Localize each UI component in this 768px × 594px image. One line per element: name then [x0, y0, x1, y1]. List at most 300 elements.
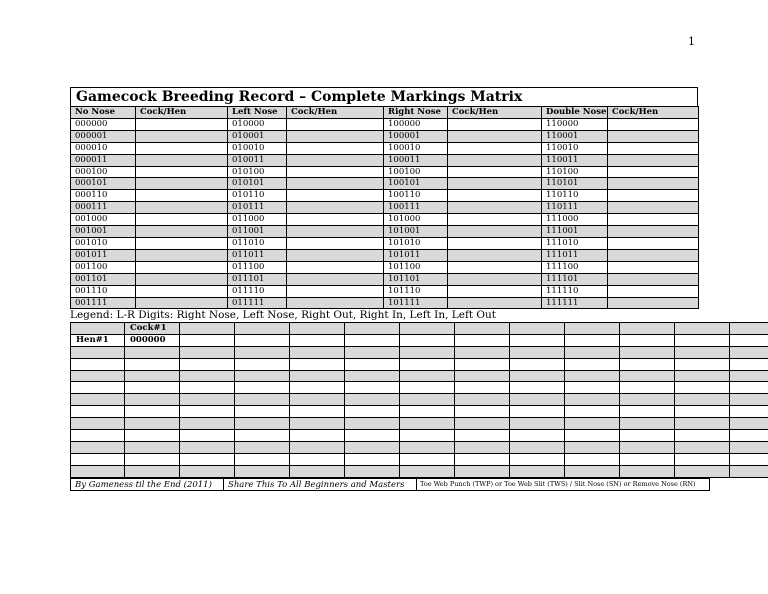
marking-code: 110001: [542, 130, 608, 142]
grid-cell[interactable]: [290, 358, 345, 370]
grid-cell[interactable]: [290, 406, 345, 418]
grid-cell[interactable]: [620, 334, 675, 346]
breeding-grid-table: [70, 322, 768, 478]
grid-cell[interactable]: [730, 370, 768, 382]
marking-code: 001111: [71, 297, 136, 309]
grid-cell[interactable]: [180, 370, 235, 382]
cock-hen-entry[interactable]: [448, 237, 542, 249]
cock-hen-entry[interactable]: [448, 130, 542, 142]
matrix-row: [71, 118, 699, 130]
grid-cell[interactable]: [71, 382, 125, 394]
grid-cell[interactable]: [235, 370, 290, 382]
marking-code: 111100: [542, 261, 608, 273]
grid-cell[interactable]: [565, 406, 620, 418]
grid-cell[interactable]: [675, 370, 730, 382]
grid-cell[interactable]: [620, 418, 675, 430]
grid-cell[interactable]: [125, 430, 180, 442]
grid-cell[interactable]: [125, 441, 180, 453]
grid-cell[interactable]: [730, 382, 768, 394]
matrix-header-row: [71, 107, 699, 119]
cock-hen-entry[interactable]: [608, 166, 699, 178]
marking-code: 000111: [71, 202, 136, 214]
grid-cell[interactable]: [620, 406, 675, 418]
marking-code: 011011: [228, 249, 287, 261]
cock-hen-entry[interactable]: [136, 142, 228, 154]
cock-hen-entry[interactable]: [448, 297, 542, 309]
grid-cell[interactable]: [400, 358, 455, 370]
cock-hen-entry[interactable]: [448, 154, 542, 166]
cock-hen-entry[interactable]: [136, 273, 228, 285]
grid-cell[interactable]: [345, 418, 400, 430]
header-cock-hen: Cock/Hen: [136, 107, 228, 119]
grid-cell[interactable]: [290, 382, 345, 394]
grid-cell[interactable]: [180, 346, 235, 358]
grid-cell[interactable]: [400, 430, 455, 442]
grid-cell[interactable]: [565, 430, 620, 442]
grid-cell[interactable]: [675, 323, 730, 335]
marking-code: 111110: [542, 285, 608, 297]
grid-cell[interactable]: [71, 441, 125, 453]
grid-cell[interactable]: [510, 346, 565, 358]
cock-hen-entry[interactable]: [448, 285, 542, 297]
grid-cell[interactable]: [180, 441, 235, 453]
grid-cell[interactable]: [235, 406, 290, 418]
cock-hen-entry[interactable]: [608, 190, 699, 202]
grid-cell[interactable]: [125, 465, 180, 477]
matrix-row: [71, 285, 699, 297]
grid-cell[interactable]: [345, 382, 400, 394]
grid-cell[interactable]: [235, 441, 290, 453]
grid-cell[interactable]: [400, 323, 455, 335]
grid-row: [71, 406, 768, 418]
grid-cell[interactable]: [125, 346, 180, 358]
grid-row: [71, 465, 768, 477]
cock-hen-entry[interactable]: [287, 190, 384, 202]
cock-hen-entry[interactable]: [608, 261, 699, 273]
cock-hen-entry[interactable]: [136, 154, 228, 166]
cock-hen-entry[interactable]: [287, 273, 384, 285]
grid-cell[interactable]: [290, 418, 345, 430]
marking-code: 100101: [384, 178, 448, 190]
cock-hen-entry[interactable]: [608, 202, 699, 214]
cock-hen-entry[interactable]: [448, 214, 542, 226]
grid-cell[interactable]: [235, 430, 290, 442]
grid-cell[interactable]: [455, 334, 510, 346]
cock-hen-entry[interactable]: [136, 261, 228, 273]
grid-cell[interactable]: [675, 453, 730, 465]
grid-cell[interactable]: [71, 346, 125, 358]
grid-cell[interactable]: [180, 334, 235, 346]
marking-code: 010100: [228, 166, 287, 178]
grid-cell[interactable]: [235, 382, 290, 394]
grid-cell[interactable]: [455, 323, 510, 335]
grid-cell[interactable]: [71, 430, 125, 442]
grid-cell[interactable]: [400, 382, 455, 394]
cock-hen-entry[interactable]: [136, 118, 228, 130]
grid-cell[interactable]: [235, 465, 290, 477]
grid-cell[interactable]: [71, 406, 125, 418]
marking-code: 101010: [384, 237, 448, 249]
grid-cell[interactable]: [675, 465, 730, 477]
cock-hen-entry[interactable]: [287, 202, 384, 214]
marking-code: 001110: [71, 285, 136, 297]
cock-hen-entry[interactable]: [136, 130, 228, 142]
grid-cell[interactable]: [290, 334, 345, 346]
marking-code: 111101: [542, 273, 608, 285]
grid-cell[interactable]: [400, 370, 455, 382]
grid-cell[interactable]: [345, 370, 400, 382]
grid-cell[interactable]: [125, 406, 180, 418]
cock-hen-entry[interactable]: [287, 166, 384, 178]
marking-code: 100010: [384, 142, 448, 154]
matrix-row: [71, 130, 699, 142]
cock-hen-entry[interactable]: [608, 237, 699, 249]
grid-cell[interactable]: [455, 406, 510, 418]
header-no-nose: No Nose: [71, 107, 136, 119]
grid-cell[interactable]: [345, 430, 400, 442]
cock-hen-entry[interactable]: [136, 249, 228, 261]
grid-cell[interactable]: [730, 394, 768, 406]
grid-cell[interactable]: [620, 441, 675, 453]
grid-cell[interactable]: [730, 465, 768, 477]
cock-hen-entry[interactable]: [136, 214, 228, 226]
matrix-row: [71, 249, 699, 261]
marking-code: 111010: [542, 237, 608, 249]
grid-cell[interactable]: [675, 358, 730, 370]
grid-cell[interactable]: [400, 453, 455, 465]
cock-hen-entry[interactable]: [448, 249, 542, 261]
grid-cell[interactable]: [675, 334, 730, 346]
grid-cell[interactable]: [510, 441, 565, 453]
marking-code: 110100: [542, 166, 608, 178]
grid-cell[interactable]: [345, 394, 400, 406]
grid-cell[interactable]: [675, 441, 730, 453]
grid-cell[interactable]: [730, 406, 768, 418]
grid-cell[interactable]: [565, 382, 620, 394]
marking-code: 111000: [542, 214, 608, 226]
grid-cell[interactable]: [180, 465, 235, 477]
cock-hen-entry[interactable]: [287, 261, 384, 273]
matrix-row: [71, 297, 699, 309]
grid-row: [71, 323, 768, 335]
grid-cell[interactable]: [510, 430, 565, 442]
grid-cell[interactable]: [400, 406, 455, 418]
grid-cell[interactable]: [71, 370, 125, 382]
marking-code: 011111: [228, 297, 287, 309]
grid-cell[interactable]: [620, 430, 675, 442]
grid-cell[interactable]: [125, 370, 180, 382]
grid-body: [71, 323, 768, 478]
grid-cell[interactable]: [235, 418, 290, 430]
marking-code: 101011: [384, 249, 448, 261]
grid-cell[interactable]: [180, 406, 235, 418]
grid-cell[interactable]: [455, 430, 510, 442]
cock-hen-entry[interactable]: [448, 178, 542, 190]
cock-hen-entry[interactable]: [287, 154, 384, 166]
grid-cell[interactable]: [455, 441, 510, 453]
marking-code: 100111: [384, 202, 448, 214]
grid-cell[interactable]: [180, 323, 235, 335]
cock-hen-entry[interactable]: [448, 118, 542, 130]
grid-cell[interactable]: [235, 358, 290, 370]
grid-cell[interactable]: [290, 453, 345, 465]
cock-hen-entry[interactable]: [136, 285, 228, 297]
cock-hen-entry[interactable]: [448, 273, 542, 285]
grid-cell[interactable]: [510, 418, 565, 430]
grid-row: [71, 430, 768, 442]
grid-cell[interactable]: [620, 394, 675, 406]
marking-code: 010111: [228, 202, 287, 214]
cock-hen-entry[interactable]: [608, 142, 699, 154]
grid-cell[interactable]: [71, 418, 125, 430]
matrix-row: [71, 142, 699, 154]
marking-code: 110111: [542, 202, 608, 214]
grid-cell[interactable]: [400, 465, 455, 477]
grid-cell[interactable]: [565, 334, 620, 346]
grid-cell[interactable]: [180, 358, 235, 370]
marking-code: 000110: [71, 190, 136, 202]
grid-cell[interactable]: [290, 346, 345, 358]
page-title: Gamecock Breeding Record – Complete Markings Matrix: [70, 87, 698, 106]
grid-cell[interactable]: [125, 394, 180, 406]
hen-label: Hen#1: [71, 334, 125, 346]
grid-cell[interactable]: [455, 394, 510, 406]
grid-cell[interactable]: [290, 430, 345, 442]
grid-cell[interactable]: [125, 382, 180, 394]
marking-code: 000100: [71, 166, 136, 178]
grid-cell[interactable]: [235, 323, 290, 335]
grid-cell[interactable]: [510, 394, 565, 406]
marking-code: 110011: [542, 154, 608, 166]
grid-cell[interactable]: [180, 418, 235, 430]
cock-hen-entry[interactable]: [448, 226, 542, 238]
grid-cell[interactable]: [400, 418, 455, 430]
grid-cell[interactable]: [125, 358, 180, 370]
grid-cell[interactable]: [71, 394, 125, 406]
grid-cell[interactable]: [675, 382, 730, 394]
cock-hen-entry[interactable]: [287, 142, 384, 154]
grid-cell[interactable]: [675, 394, 730, 406]
grid-cell[interactable]: [455, 453, 510, 465]
grid-cell[interactable]: [180, 430, 235, 442]
footer: [70, 478, 710, 491]
cock-hen-entry[interactable]: [136, 178, 228, 190]
cock-hen-entry[interactable]: [448, 166, 542, 178]
cock-hen-entry[interactable]: [608, 214, 699, 226]
grid-row: [71, 370, 768, 382]
grid-cell[interactable]: [620, 358, 675, 370]
grid-cell[interactable]: [730, 346, 768, 358]
grid-cell[interactable]: [180, 453, 235, 465]
cock-hen-entry[interactable]: [136, 202, 228, 214]
grid-cell[interactable]: [510, 453, 565, 465]
marking-code: 101111: [384, 297, 448, 309]
grid-cell[interactable]: [510, 323, 565, 335]
cock-hen-entry[interactable]: [287, 130, 384, 142]
grid-cell[interactable]: [455, 465, 510, 477]
cock-hen-entry[interactable]: [608, 273, 699, 285]
grid-cell[interactable]: [730, 323, 768, 335]
grid-cell[interactable]: [510, 406, 565, 418]
grid-cell[interactable]: [345, 323, 400, 335]
cock-hen-entry[interactable]: [448, 261, 542, 273]
cock-hen-entry[interactable]: [608, 226, 699, 238]
marking-code: 110110: [542, 190, 608, 202]
grid-cell[interactable]: [620, 453, 675, 465]
grid-cell[interactable]: [730, 441, 768, 453]
grid-cell[interactable]: [620, 465, 675, 477]
marking-code: 001001: [71, 226, 136, 238]
grid-cell[interactable]: [71, 358, 125, 370]
marking-code: 011101: [228, 273, 287, 285]
marking-code: 001100: [71, 261, 136, 273]
marking-code: 010000: [228, 118, 287, 130]
marking-code: 000101: [71, 178, 136, 190]
cock-hen-entry[interactable]: [287, 297, 384, 309]
grid-cell[interactable]: [455, 382, 510, 394]
grid-cell[interactable]: [290, 465, 345, 477]
header-left-nose: Left Nose: [228, 107, 287, 119]
cock-hen-entry[interactable]: [608, 130, 699, 142]
grid-cell[interactable]: [345, 465, 400, 477]
page-number: 1: [688, 35, 695, 48]
cock-hen-entry[interactable]: [608, 285, 699, 297]
cock-hen-entry[interactable]: [136, 237, 228, 249]
grid-cell[interactable]: [180, 382, 235, 394]
cock-hen-entry[interactable]: [608, 178, 699, 190]
grid-cell[interactable]: [345, 358, 400, 370]
cock-hen-entry[interactable]: [287, 249, 384, 261]
cock-hen-entry[interactable]: [287, 237, 384, 249]
cock-hen-entry[interactable]: [287, 226, 384, 238]
cock-hen-entry[interactable]: [448, 190, 542, 202]
cock-hen-entry[interactable]: [136, 190, 228, 202]
grid-cell[interactable]: [565, 418, 620, 430]
grid-cell[interactable]: [620, 346, 675, 358]
header-cock-hen: Cock/Hen: [287, 107, 384, 119]
cock-label: Cock#1: [125, 323, 180, 335]
grid-cell[interactable]: [235, 394, 290, 406]
grid-cell[interactable]: [345, 406, 400, 418]
grid-cell[interactable]: [675, 406, 730, 418]
cock-hen-entry[interactable]: [608, 118, 699, 130]
grid-cell[interactable]: [565, 346, 620, 358]
grid-cell[interactable]: [620, 370, 675, 382]
grid-cell[interactable]: [730, 418, 768, 430]
marking-code: 001011: [71, 249, 136, 261]
grid-cell[interactable]: [290, 441, 345, 453]
grid-cell[interactable]: [675, 418, 730, 430]
grid-cell[interactable]: [510, 334, 565, 346]
grid-cell[interactable]: [400, 334, 455, 346]
grid-cell[interactable]: [290, 394, 345, 406]
markings-matrix: [70, 87, 698, 309]
grid-cell[interactable]: [235, 453, 290, 465]
cock-hen-entry[interactable]: [608, 297, 699, 309]
marking-code: 100001: [384, 130, 448, 142]
cock-hen-entry[interactable]: [136, 166, 228, 178]
grid-cell[interactable]: [290, 370, 345, 382]
grid-cell[interactable]: [235, 346, 290, 358]
grid-cell[interactable]: [455, 346, 510, 358]
grid-cell[interactable]: [565, 465, 620, 477]
grid-row: [71, 382, 768, 394]
grid-cell[interactable]: [730, 358, 768, 370]
grid-cell[interactable]: [510, 370, 565, 382]
grid-cell[interactable]: [400, 394, 455, 406]
grid-cell[interactable]: [235, 334, 290, 346]
matrix-table: [70, 106, 699, 309]
grid-cell[interactable]: [565, 394, 620, 406]
grid-cell[interactable]: [565, 370, 620, 382]
grid-cell[interactable]: [730, 453, 768, 465]
matrix-row: [71, 261, 699, 273]
grid-cell[interactable]: [71, 465, 125, 477]
grid-cell[interactable]: [345, 346, 400, 358]
grid-cell[interactable]: [290, 323, 345, 335]
grid-cell[interactable]: [620, 323, 675, 335]
cock-hen-entry[interactable]: [448, 142, 542, 154]
marking-code: 010011: [228, 154, 287, 166]
grid-cell[interactable]: [510, 358, 565, 370]
grid-cell[interactable]: [730, 334, 768, 346]
marking-code: 100011: [384, 154, 448, 166]
cock-hen-entry[interactable]: [448, 202, 542, 214]
marking-code: 101000: [384, 214, 448, 226]
grid-cell[interactable]: [455, 370, 510, 382]
grid-cell[interactable]: [345, 453, 400, 465]
marking-code: 111111: [542, 297, 608, 309]
cock-hen-entry[interactable]: [287, 178, 384, 190]
grid-cell[interactable]: [400, 441, 455, 453]
grid-cell[interactable]: [125, 418, 180, 430]
grid-cell[interactable]: [620, 382, 675, 394]
grid-cell[interactable]: [510, 465, 565, 477]
grid-cell[interactable]: [565, 358, 620, 370]
cock-hen-entry[interactable]: [287, 214, 384, 226]
grid-cell[interactable]: [125, 453, 180, 465]
grid-cell[interactable]: [510, 382, 565, 394]
matrix-row: [71, 214, 699, 226]
grid-cell[interactable]: [565, 453, 620, 465]
cock-hen-entry[interactable]: [608, 249, 699, 261]
grid-cell[interactable]: [345, 334, 400, 346]
grid-cell[interactable]: [180, 394, 235, 406]
grid-cell[interactable]: [455, 418, 510, 430]
matrix-row: [71, 202, 699, 214]
grid-cell[interactable]: [345, 441, 400, 453]
grid-cell[interactable]: [455, 358, 510, 370]
grid-cell[interactable]: [71, 453, 125, 465]
grid-cell[interactable]: [675, 346, 730, 358]
grid-cell[interactable]: [565, 323, 620, 335]
grid-cell[interactable]: [565, 441, 620, 453]
cock-hen-entry[interactable]: [287, 118, 384, 130]
grid-cell[interactable]: [675, 430, 730, 442]
cock-hen-entry[interactable]: [136, 297, 228, 309]
grid-cell[interactable]: [730, 430, 768, 442]
cock-hen-entry[interactable]: [287, 285, 384, 297]
marking-code: 000010: [71, 142, 136, 154]
cock-hen-entry[interactable]: [608, 154, 699, 166]
marking-code: 101101: [384, 273, 448, 285]
grid-row: [71, 418, 768, 430]
grid-cell[interactable]: [400, 346, 455, 358]
grid-row: [71, 394, 768, 406]
cock-hen-entry[interactable]: [136, 226, 228, 238]
marking-code: 001010: [71, 237, 136, 249]
grid-cell[interactable]: [71, 323, 125, 335]
